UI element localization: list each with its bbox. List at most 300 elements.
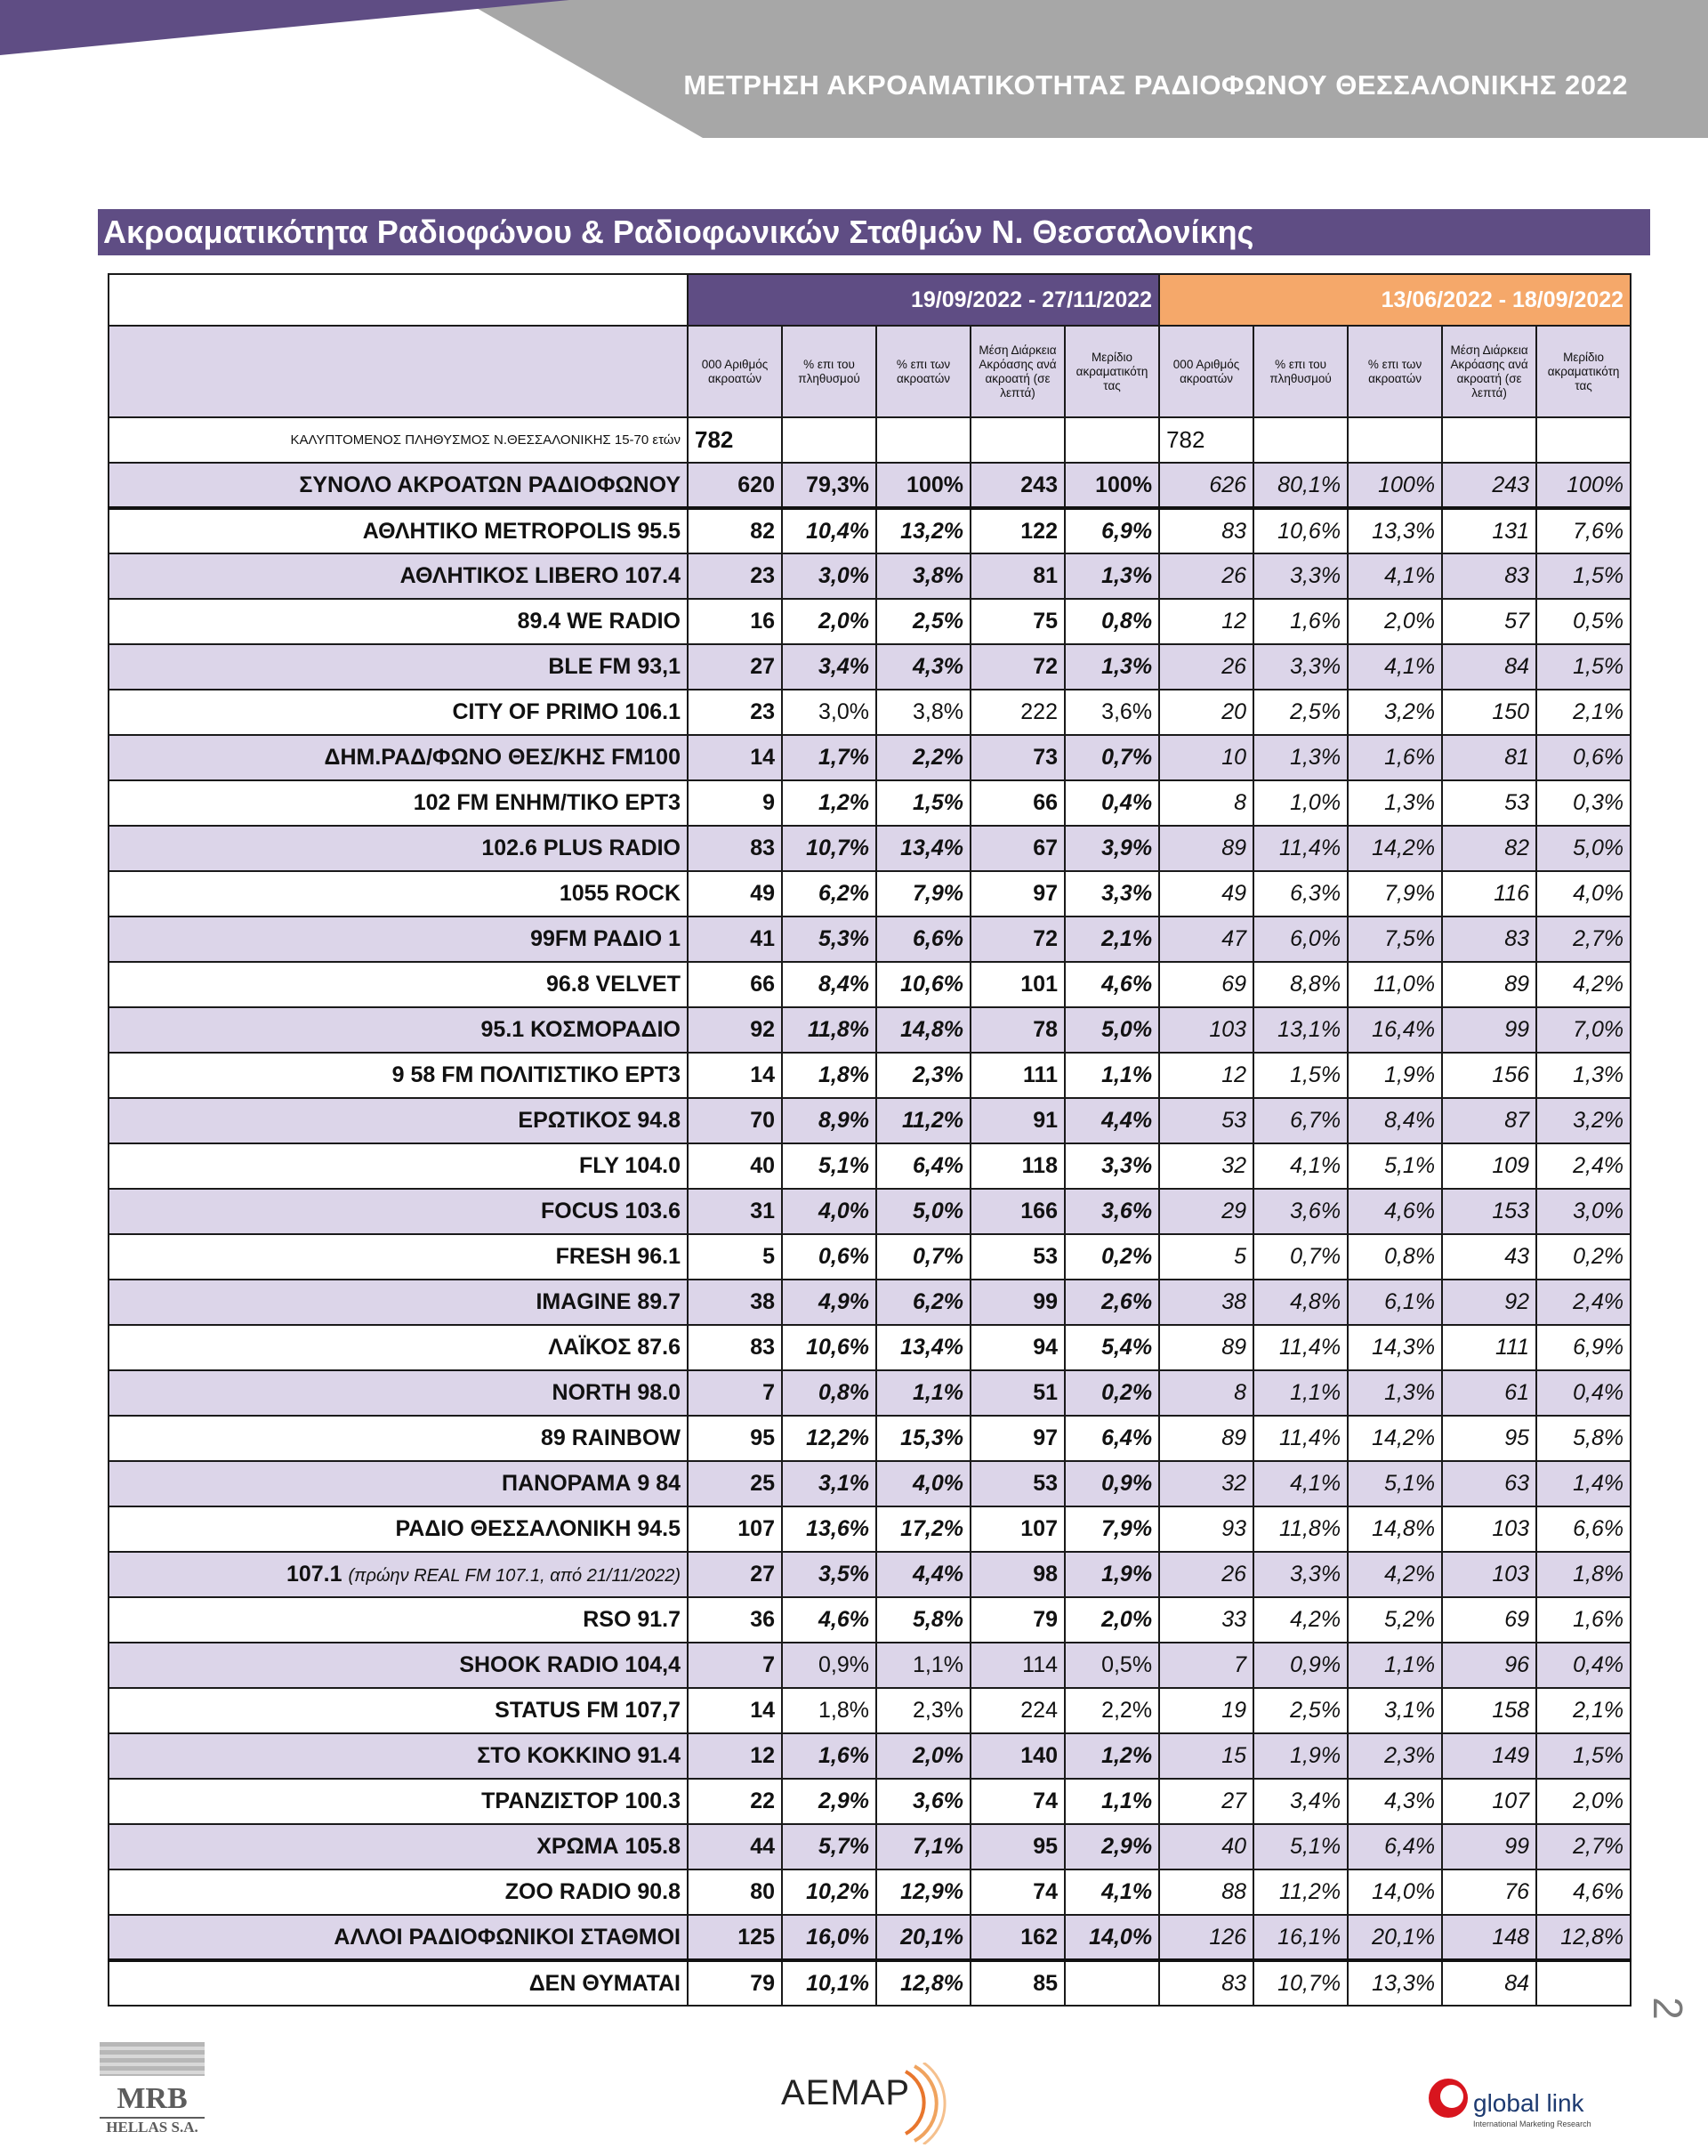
station-name: 102 FM ΕΝΗΜ/ΤΙΚΟ ΕΡΤ3 [109,780,688,826]
cell-current: 10,4% [782,508,876,553]
station-name: ΤΡΑΝΖΙΣΤΟΡ 100.3 [109,1779,688,1824]
cell-previous: 6,1% [1348,1280,1442,1325]
cell-current: 4,6% [782,1597,876,1643]
cell-current: 4,9% [782,1280,876,1325]
cell-previous: 11,4% [1253,1416,1348,1461]
cell-current: 1,5% [876,780,971,826]
station-name: ΡΑΔΙΟ ΘΕΣΣΑΛΟΝΙΚΗ 94.5 [109,1506,688,1552]
cell-previous: 1,3% [1348,780,1442,826]
cell-previous: 43 [1442,1234,1536,1280]
cell-current: 1,7% [782,735,876,780]
cell-previous: 10 [1159,735,1253,780]
cell-current: 5,7% [782,1824,876,1869]
cell-current: 12,2% [782,1416,876,1461]
cell-current: 114 [971,1643,1065,1688]
station-name: FOCUS 103.6 [109,1189,688,1234]
cell-current: 0,9% [782,1643,876,1688]
cell-previous: 89 [1159,1416,1253,1461]
cell-current: 20,1% [876,1915,971,1960]
cell-current: 0,2% [1065,1370,1159,1416]
cell-current: 1,8% [782,1053,876,1098]
station-name: ΔΗΜ.ΡΑΔ/ΦΩΝΟ ΘΕΣ/ΚΗΣ FM100 [109,735,688,780]
cell-current: 107 [688,1506,782,1552]
cell-current: 125 [688,1915,782,1960]
table-row [109,508,1631,553]
cell-current: 5,1% [782,1143,876,1189]
cell-previous: 1,5% [1536,1733,1631,1779]
cell-previous: 4,3% [1348,1779,1442,1824]
cell-previous: 83 [1159,508,1253,553]
cell-current: 111 [971,1053,1065,1098]
cell-current: 27 [688,1552,782,1597]
cell-previous: 3,4% [1253,1779,1348,1824]
column-header: % επι του πληθυσμού [1253,326,1348,417]
cell-previous: 150 [1442,690,1536,735]
cell-current: 3,5% [782,1552,876,1597]
cell-previous: 83 [1159,1960,1253,2006]
table-row [109,1869,1631,1915]
cell-current: 53 [971,1461,1065,1506]
cell-previous: 89 [1159,1325,1253,1370]
cell-previous: 89 [1442,962,1536,1007]
cell-current: 6,2% [782,871,876,917]
cell-previous: 5,1% [1348,1143,1442,1189]
cell-current: 15,3% [876,1416,971,1461]
period-previous: 13/06/2022 - 18/09/2022 [1159,274,1631,326]
station-name: 96.8 VELVET [109,962,688,1007]
cell-current: 4,3% [876,644,971,690]
station-name: 89.4 WE RADIO [109,599,688,644]
cell-current: 80 [688,1869,782,1915]
table-row [109,1234,1631,1280]
cell-current: 5,3% [782,917,876,962]
cell-current: 4,4% [876,1552,971,1597]
cell-previous: 7 [1159,1643,1253,1688]
station-name: CITY OF PRIMO 106.1 [109,690,688,735]
cell-previous: 6,9% [1536,1325,1631,1370]
cell-current: 74 [971,1779,1065,1824]
cell-previous: 158 [1442,1688,1536,1733]
cell-current: 1,6% [782,1733,876,1779]
cell-current: 3,9% [1065,826,1159,871]
cell-previous: 111 [1442,1325,1536,1370]
table-row [109,463,1631,508]
cell-current: 14,8% [876,1007,971,1053]
station-name: ΣΥΝΟΛΟ ΑΚΡΟΑΤΩΝ ΡΑΔΙΟΦΩΝΟΥ [109,463,688,508]
cell-previous: 49 [1159,871,1253,917]
cell-previous: 6,7% [1253,1098,1348,1143]
cell-current: 0,5% [1065,1643,1159,1688]
column-header: Μέση Διάρκεια Ακρόασης ανά ακροατή (σε λεπτά) [971,326,1065,417]
table-row [109,871,1631,917]
cell-current: 7,9% [876,871,971,917]
table-row [109,1007,1631,1053]
table-row [109,1960,1631,2006]
cell-current: 107 [971,1506,1065,1552]
cell-previous: 2,0% [1348,599,1442,644]
cell-current: 12,9% [876,1869,971,1915]
cell-current: 10,6% [782,1325,876,1370]
cell-current: 13,4% [876,826,971,871]
column-header-row [109,326,1631,417]
cell-current: 10,1% [782,1960,876,2006]
table-row [109,599,1631,644]
cell-previous: 14,2% [1348,826,1442,871]
cell-current: 73 [971,735,1065,780]
cell-current: 224 [971,1688,1065,1733]
cell-current: 22 [688,1779,782,1824]
cell-current: 1,3% [1065,644,1159,690]
column-header: 000 Αριθμός ακροατών [1159,326,1253,417]
station-name: BLE FM 93,1 [109,644,688,690]
cell-current: 100% [1065,463,1159,508]
cell-previous: 0,3% [1536,780,1631,826]
cell-previous: 100% [1536,463,1631,508]
table-row [109,1643,1631,1688]
cell-previous: 126 [1159,1915,1253,1960]
cell-previous: 95 [1442,1416,1536,1461]
cell-current: 222 [971,690,1065,735]
cell-current: 16,0% [782,1915,876,1960]
cell-current: 12 [688,1733,782,1779]
cell-previous: 3,1% [1348,1688,1442,1733]
cell-current: 7,9% [1065,1506,1159,1552]
station-name: RSO 91.7 [109,1597,688,1643]
cell-previous: 4,1% [1348,553,1442,599]
table-row [109,1688,1631,1733]
cell-previous: 153 [1442,1189,1536,1234]
cell-previous: 156 [1442,1053,1536,1098]
cell-previous: 69 [1159,962,1253,1007]
cell-previous: 1,9% [1253,1733,1348,1779]
cell-previous: 103 [1442,1506,1536,1552]
cell-current: 6,6% [876,917,971,962]
table-row [109,1779,1631,1824]
cell-previous: 16,4% [1348,1007,1442,1053]
cell-previous: 131 [1442,508,1536,553]
cell-previous: 4,1% [1253,1461,1348,1506]
mrb-stripes [100,2042,205,2076]
cell-current [1065,1960,1159,2006]
coverage-label: ΚΑΛΥΠΤΟΜΕΝΟΣ ΠΛΗΘΥΣΜΟΣ Ν.ΘΕΣΣΑΛΟΝΙΚΗΣ 15-70 ετών [109,417,688,463]
cell-previous: 16,1% [1253,1915,1348,1960]
cell-previous: 92 [1442,1280,1536,1325]
cell-current: 2,3% [876,1053,971,1098]
cell-previous: 1,1% [1348,1643,1442,1688]
cell-previous: 0,4% [1536,1643,1631,1688]
cell-current: 140 [971,1733,1065,1779]
globallink-logo [1423,2063,1628,2147]
cell-previous: 11,8% [1253,1506,1348,1552]
cell-previous: 0,9% [1253,1643,1348,1688]
cell-previous: 4,1% [1253,1143,1348,1189]
report-title: ΜΕΤΡΗΣΗ ΑΚΡΟΑΜΑΤΙΚΟΤΗΤΑΣ ΡΑΔΙΟΦΩΝΟΥ ΘΕΣΣΑΛΟΝΙΚΗΣ 2022 [683,69,1628,101]
table-row [109,917,1631,962]
cell-previous: 76 [1442,1869,1536,1915]
station-name: 99FM ΡΑΔΙΟ 1 [109,917,688,962]
cell-previous: 148 [1442,1915,1536,1960]
cell-previous: 7,6% [1536,508,1631,553]
station-name: 9 58 FM ΠΟΛΙΤΙΣΤΙΚΟ ΕΡΤ3 [109,1053,688,1098]
cell-previous: 13,1% [1253,1007,1348,1053]
cell-current: 41 [688,917,782,962]
cell-current: 79,3% [782,463,876,508]
cell-current: 2,1% [1065,917,1159,962]
station-name: ΕΡΩΤΙΚΟΣ 94.8 [109,1098,688,1143]
cell-previous: 83 [1442,917,1536,962]
cell-current: 1,2% [782,780,876,826]
cell-current: 16 [688,599,782,644]
cell-current: 101 [971,962,1065,1007]
cell-current: 97 [971,1416,1065,1461]
cell-previous: 12 [1159,1053,1253,1098]
cell-previous: 26 [1159,644,1253,690]
cell-previous: 2,4% [1536,1280,1631,1325]
station-name: ΑΛΛΟΙ ΡΑΔΙΟΦΩΝΙΚΟΙ ΣΤΑΘΜΟΙ [109,1915,688,1960]
cell-current: 81 [971,553,1065,599]
column-header: Μέση Διάρκεια Ακρόασης ανά ακροατή (σε λεπτά) [1442,326,1536,417]
cell-previous: 1,3% [1253,735,1348,780]
cell-previous: 103 [1159,1007,1253,1053]
cell-current: 2,0% [782,599,876,644]
cell-previous: 116 [1442,871,1536,917]
station-name: ΔΕΝ ΘΥΜΑΤΑΙ [109,1960,688,2006]
cell-current: 95 [971,1824,1065,1869]
cell-previous: 100% [1348,463,1442,508]
cell-previous: 1,4% [1536,1461,1631,1506]
cell-current: 66 [688,962,782,1007]
cell-current: 36 [688,1597,782,1643]
column-header: 000 Αριθμός ακροατών [688,326,782,417]
cell-current: 12,8% [876,1960,971,2006]
cell-previous: 1,9% [1348,1053,1442,1098]
cell-previous: 0,4% [1536,1370,1631,1416]
cell-previous: 6,6% [1536,1506,1631,1552]
cell-previous: 69 [1442,1597,1536,1643]
cell-previous: 7,5% [1348,917,1442,962]
cell-current: 2,9% [1065,1824,1159,1869]
cell-current: 40 [688,1143,782,1189]
cell-previous: 3,3% [1253,1552,1348,1597]
globallink-logo-text: global link [1473,2089,1584,2117]
station-name: ΑΘΛΗΤΙΚΟ METROPOLIS 95.5 [109,508,688,553]
column-header: % επι του πληθυσμού [782,326,876,417]
cell-previous: 33 [1159,1597,1253,1643]
cell-current: 1,3% [1065,553,1159,599]
cell-current: 1,9% [1065,1552,1159,1597]
cell-current: 0,6% [782,1234,876,1280]
station-name: SHOOK RADIO 104,4 [109,1643,688,1688]
cell-current: 122 [971,508,1065,553]
cell-previous: 38 [1159,1280,1253,1325]
cell-previous: 20 [1159,690,1253,735]
cell-previous: 87 [1442,1098,1536,1143]
coverage-previous: 782 [1159,417,1253,463]
cell-current: 3,8% [876,690,971,735]
table-row [109,553,1631,599]
cell-current: 5,8% [876,1597,971,1643]
cell-previous: 99 [1442,1007,1536,1053]
cell-previous: 3,3% [1253,553,1348,599]
cell-current: 0,7% [1065,735,1159,780]
section-title: Ακροαματικότητα Ραδιοφώνου & Ραδιοφωνικών Σταθμών Ν. Θεσσαλονίκης [98,209,1650,255]
cell-previous: 14,0% [1348,1869,1442,1915]
cell-current: 23 [688,690,782,735]
cell-current: 23 [688,553,782,599]
cell-current: 7,1% [876,1824,971,1869]
cell-previous: 4,6% [1348,1189,1442,1234]
cell-previous: 4,0% [1536,871,1631,917]
cell-previous: 5,1% [1253,1824,1348,1869]
station-name: STATUS FM 107,7 [109,1688,688,1733]
table-row [109,644,1631,690]
cell-current: 91 [971,1098,1065,1143]
cell-previous: 63 [1442,1461,1536,1506]
cell-previous: 53 [1159,1098,1253,1143]
cell-current: 7 [688,1370,782,1416]
cell-current: 9 [688,780,782,826]
cell-previous: 0,8% [1348,1234,1442,1280]
cell-current: 2,3% [876,1688,971,1733]
cell-current: 94 [971,1325,1065,1370]
cell-previous: 7,9% [1348,871,1442,917]
cell-current: 3,8% [876,553,971,599]
cell-previous: 20,1% [1348,1915,1442,1960]
aemap-logo [772,2063,950,2144]
cell-previous: 2,3% [1348,1733,1442,1779]
cell-current: 100% [876,463,971,508]
cell-current: 2,5% [876,599,971,644]
table-row [109,1189,1631,1234]
cell-current: 31 [688,1189,782,1234]
cell-current: 3,6% [1065,690,1159,735]
cell-previous: 109 [1442,1143,1536,1189]
cell-previous: 93 [1159,1506,1253,1552]
cell-previous: 5,0% [1536,826,1631,871]
cell-previous: 0,7% [1253,1234,1348,1280]
globallink-logo-sub: International Marketing Research [1473,2120,1591,2128]
cell-current: 1,1% [876,1643,971,1688]
cell-previous: 1,5% [1536,553,1631,599]
cell-previous: 2,7% [1536,1824,1631,1869]
cell-current: 1,1% [1065,1053,1159,1098]
cell-previous: 1,5% [1536,644,1631,690]
cell-current: 6,4% [876,1143,971,1189]
table-row [109,1915,1631,1960]
cell-current: 83 [688,826,782,871]
cell-previous: 32 [1159,1461,1253,1506]
cell-previous: 11,4% [1253,826,1348,871]
cell-previous: 1,3% [1536,1053,1631,1098]
cell-current: 4,0% [876,1461,971,1506]
table-row [109,780,1631,826]
cell-previous: 0,5% [1536,599,1631,644]
table-row [109,1552,1631,1597]
station-name: ΧΡΩΜΑ 105.8 [109,1824,688,1869]
cell-previous: 13,3% [1348,1960,1442,2006]
cell-current: 1,2% [1065,1733,1159,1779]
cell-previous: 19 [1159,1688,1253,1733]
cell-current: 67 [971,826,1065,871]
cell-current: 83 [688,1325,782,1370]
station-name: ZOO RADIO 90.8 [109,1869,688,1915]
table-row [109,1053,1631,1098]
cell-current: 6,9% [1065,508,1159,553]
cell-previous: 26 [1159,1552,1253,1597]
cell-previous: 99 [1442,1824,1536,1869]
cell-current: 13,2% [876,508,971,553]
cell-previous: 81 [1442,735,1536,780]
cell-previous: 2,1% [1536,1688,1631,1733]
cell-previous: 4,6% [1536,1869,1631,1915]
cell-current: 44 [688,1824,782,1869]
cell-previous: 7,0% [1536,1007,1631,1053]
cell-current: 243 [971,463,1065,508]
cell-previous: 32 [1159,1143,1253,1189]
cell-previous: 6,4% [1348,1824,1442,1869]
station-name: FLY 104.0 [109,1143,688,1189]
table-row [109,1506,1631,1552]
cell-previous: 11,2% [1253,1869,1348,1915]
cell-previous: 149 [1442,1733,1536,1779]
table-row [109,1098,1631,1143]
table-row [109,1370,1631,1416]
cell-previous: 15 [1159,1733,1253,1779]
column-header: % επι των ακροατών [1348,326,1442,417]
cell-current: 25 [688,1461,782,1506]
cell-current: 3,4% [782,644,876,690]
cell-current: 5 [688,1234,782,1280]
cell-previous: 8 [1159,1370,1253,1416]
cell-current: 0,2% [1065,1234,1159,1280]
cell-previous: 96 [1442,1643,1536,1688]
station-name: 1055 ROCK [109,871,688,917]
cell-current: 6,4% [1065,1416,1159,1461]
cell-previous: 3,6% [1253,1189,1348,1234]
cell-current: 2,2% [876,735,971,780]
period-current: 19/09/2022 - 27/11/2022 [688,274,1159,326]
table-row [109,1597,1631,1643]
cell-current: 11,8% [782,1007,876,1053]
cell-previous: 1,6% [1348,735,1442,780]
cell-current: 95 [688,1416,782,1461]
cell-previous: 27 [1159,1779,1253,1824]
cell-previous: 2,5% [1253,1688,1348,1733]
cell-previous: 1,6% [1253,599,1348,644]
cell-current: 0,8% [782,1370,876,1416]
table-row [109,1824,1631,1869]
cell-current: 4,6% [1065,962,1159,1007]
cell-previous: 8,8% [1253,962,1348,1007]
cell-current: 162 [971,1915,1065,1960]
station-name: 89 RAINBOW [109,1416,688,1461]
column-header: Μερίδιο ακραματικότη τας [1065,326,1159,417]
coverage-current: 782 [688,417,782,463]
cell-previous: 89 [1159,826,1253,871]
cell-previous: 4,2% [1348,1552,1442,1597]
cell-current: 0,8% [1065,599,1159,644]
cell-previous: 3,0% [1536,1189,1631,1234]
cell-current: 14 [688,735,782,780]
cell-previous: 3,2% [1348,690,1442,735]
station-name: IMAGINE 89.7 [109,1280,688,1325]
cell-previous: 0,6% [1536,735,1631,780]
cell-previous: 53 [1442,780,1536,826]
cell-current: 75 [971,599,1065,644]
cell-previous: 11,4% [1253,1325,1348,1370]
cell-current: 166 [971,1189,1065,1234]
cell-current: 38 [688,1280,782,1325]
